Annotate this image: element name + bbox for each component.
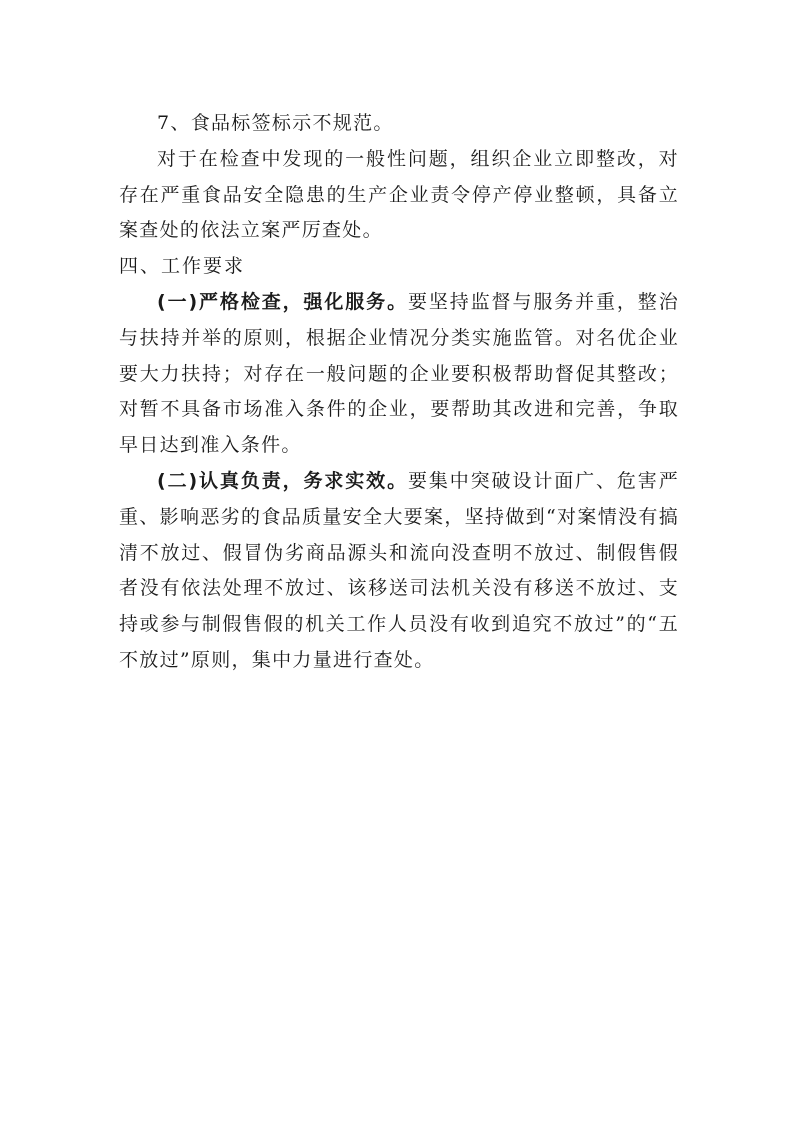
subsection-2-lead: (二)认真负责，务求实效。 bbox=[157, 469, 408, 492]
document-body bbox=[119, 106, 679, 679]
item-7-paragraph: 7、食品标签标示不规范。 bbox=[157, 112, 394, 134]
handling-paragraph: 对于在检查中发现的一般性问题，组织企业立即整改，对存在严重食品安全隐患的生产企业责令停产停业整顿，具备立案查处的依法立案严厉查处。 bbox=[119, 147, 679, 242]
subsection-2-body: 要集中突破设计面广、危害严重、影响恶劣的食品质量安全大要案，坚持做到“对案情没有搞清不放过、假冒伪劣商品源头和流向没查明不放过、制假售假者没有依法处理不放过、该移送司法机关没有移送不放过、支持或参与制假售假的机关工作人员没有收到追究不放过”的“五不放过”原则，集中力量进行查处。 bbox=[119, 469, 679, 671]
subsection-1-paragraph bbox=[119, 285, 679, 464]
subsection-2-paragraph bbox=[119, 464, 679, 679]
section-heading-work-requirements: 四、工作要求 bbox=[119, 255, 246, 278]
subsection-1-body: 要坚持监督与服务并重，整治与扶持并举的原则，根据企业情况分类实施监管。对名优企业要大力扶持；对存在一般问题的企业要积极帮助督促其整改；对暂不具备市场准入条件的企业，要帮助其改进和完善，争取早日达到准入条件。 bbox=[119, 290, 679, 457]
subsection-1-lead: (一)严格检查，强化服务。 bbox=[157, 290, 408, 313]
